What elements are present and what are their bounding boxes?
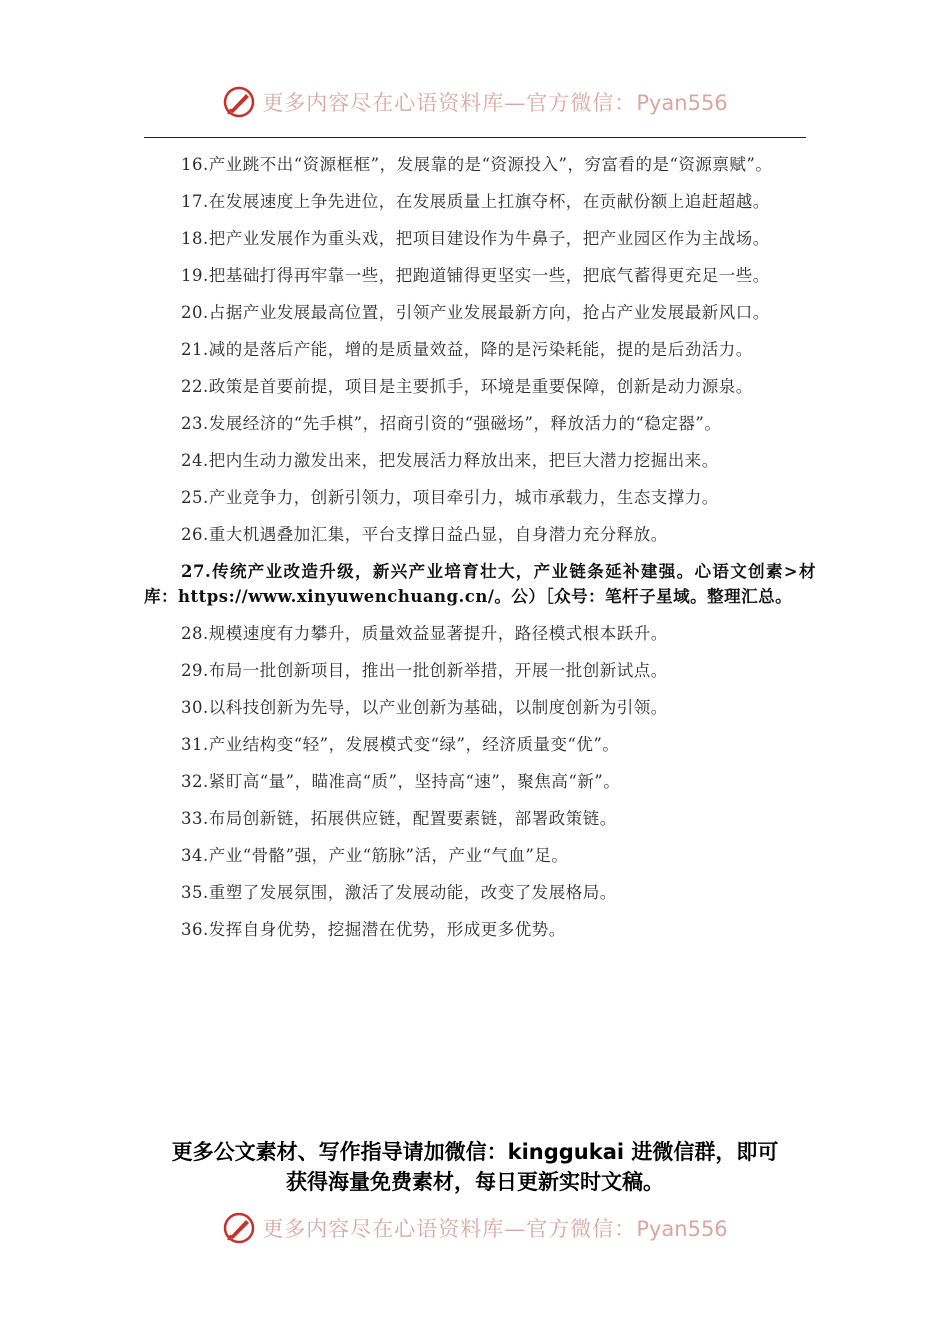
promo-text xyxy=(120,1137,830,1197)
list-item: 32.紧盯高“量”，瞄准高“质”，坚持高“速”，聚焦高“新”。 xyxy=(181,772,621,791)
list-item: 33.布局创新链，拓展供应链，配置要素链，部署政策链。 xyxy=(181,809,617,828)
list-item: 34.产业“骨骼”强，产业“筋脉”活，产业“气血”足。 xyxy=(181,846,569,865)
list-item: 31.产业结构变“轻”，发展模式变“绿”，经济质量变“优”。 xyxy=(181,735,620,754)
list-item: 17.在发展速度上争先进位，在发展质量上扛旗夺杯，在贡献份额上追赶超越。 xyxy=(181,192,770,211)
list-item: 21.减的是落后产能，增的是质量效益，降的是污染耗能，提的是后劲活力。 xyxy=(181,340,753,359)
footer-banner xyxy=(0,1208,950,1248)
list-item-highlight: 27.传统产业改造升级，新兴产业培育壮大，产业链条延补建强。心语文创素>材库：https://www.xinyuwenchuang.cn/。公）［众号：笔杆子星域。整理汇总。 xyxy=(144,562,816,606)
header-banner xyxy=(0,82,950,122)
banner-wechat: Pyan556 xyxy=(636,1217,728,1241)
list-item: 19.把基础打得再牢靠一些，把跑道铺得更坚实一些，把底气蓄得更充足一些。 xyxy=(181,266,770,285)
list-item: 35.重塑了发展氛围，激活了发展动能，改变了发展格局。 xyxy=(181,883,617,902)
list-item: 23.发展经济的“先手棋”，招商引资的“强磁场”，释放活力的“稳定器”。 xyxy=(181,414,722,433)
list-item: 24.把内生动力激发出来，把发展活力释放出来，把巨大潜力挖掘出来。 xyxy=(181,451,719,470)
list-item: 29.布局一批创新项目，推出一批创新举措，开展一批创新试点。 xyxy=(181,661,668,680)
list-item: 30.以科技创新为先导，以产业创新为基础，以制度创新为引领。 xyxy=(181,698,668,717)
list-item: 16.产业跳不出“资源框框”，发展靠的是“资源投入”，穷富看的是“资源禀赋”。 xyxy=(181,155,773,174)
banner-wechat: Pyan556 xyxy=(636,91,728,115)
list-item: 20.占据产业发展最高位置，引领产业发展最新方向，抢占产业发展最新风口。 xyxy=(181,303,770,322)
list-item: 26.重大机遇叠加汇集，平台支撑日益凸显，自身潜力充分释放。 xyxy=(181,525,668,544)
banner-text: 更多内容尽在心语资料库—官方微信：Pyan556 xyxy=(262,91,728,115)
header-divider xyxy=(144,137,806,138)
list-item: 36.发挥自身优势，挖掘潜在优势，形成更多优势。 xyxy=(181,920,566,939)
quill-pen-logo-icon xyxy=(222,1211,256,1245)
quill-pen-logo-icon xyxy=(222,85,256,119)
list-item: 25.产业竞争力，创新引领力，项目牵引力，城市承载力，生态支撑力。 xyxy=(181,488,719,507)
list-item: 22.政策是首要前提，项目是主要抓手，环境是重要保障，创新是动力源泉。 xyxy=(181,377,753,396)
promo-line-2: 获得海量免费素材，每日更新实时文稿。 xyxy=(286,1170,664,1194)
list-item: 18.把产业发展作为重头戏，把项目建设作为牛鼻子，把产业园区作为主战场。 xyxy=(181,229,770,248)
document-body xyxy=(144,152,816,954)
list-item: 28.规模速度有力攀升，质量效益显著提升，路径模式根本跃升。 xyxy=(181,624,668,643)
promo-line-1: 更多公文素材、写作指导请加微信：kinggukai 进微信群，即可 xyxy=(171,1140,779,1164)
banner-text: 更多内容尽在心语资料库—官方微信：Pyan556 xyxy=(262,1217,728,1241)
